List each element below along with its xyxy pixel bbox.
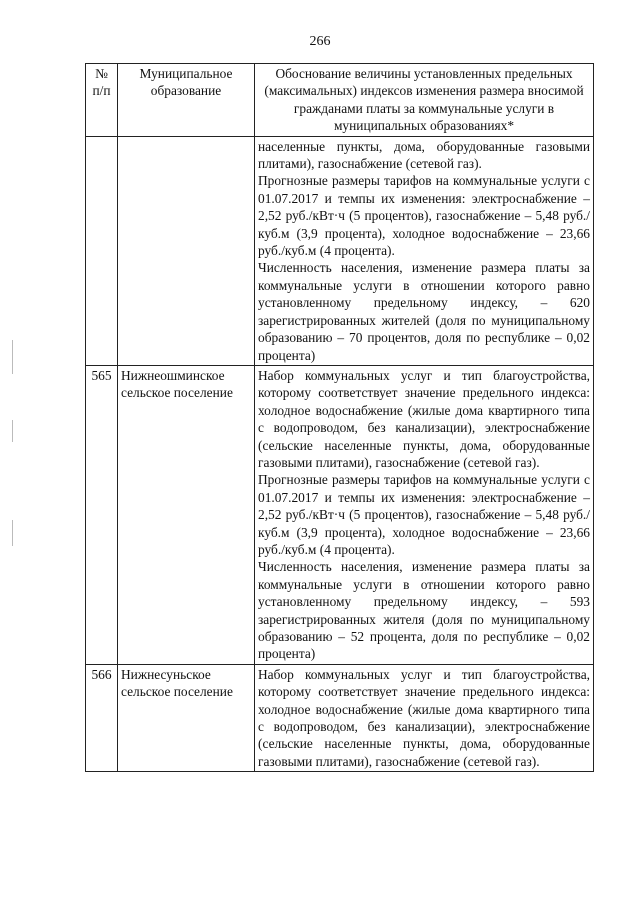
justification-paragraph: Набор коммунальных услуг и тип благоустройства, которому соответствует значение предельного индекса: холодное водоснабжение (жилые дома квартирного типа с водопроводом, без канализации), электроснабжение (сельские населенные пункты, дома, оборудованные газовыми плитами), газоснабжение (сетевой газ). bbox=[258, 666, 590, 769]
header-number: № п/п bbox=[86, 64, 118, 137]
table-header-row bbox=[86, 64, 594, 137]
row-number bbox=[86, 136, 118, 365]
header-justification: Обоснование величины установленных предельных (максимальных) индексов изменения размера вносимой гражданами платы за коммунальные услуги в муниципальных образованиях* bbox=[255, 64, 594, 137]
row-justification bbox=[255, 664, 594, 771]
table-row bbox=[86, 664, 594, 771]
scan-artifact bbox=[12, 520, 13, 546]
justification-paragraph: Прогнозные размеры тарифов на коммунальные услуги с 01.07.2017 и темпы их изменения: электроснабжение – 2,52 руб./кВт·ч (5 процентов), газоснабжение – 5,48 руб./куб.м (3,9 процента), холодное водоснабжение – 23,66 руб./куб.м (4 процента). bbox=[258, 173, 590, 259]
row-municipality bbox=[118, 136, 255, 365]
index-justification-table bbox=[85, 63, 594, 772]
scan-artifact bbox=[12, 420, 13, 442]
justification-paragraph: Набор коммунальных услуг и тип благоустройства, которому соответствует значение предельного индекса: холодное водоснабжение (жилые дома квартирного типа с водопроводом, без канализации), электроснабжение (сельские населенные пункты, дома, оборудованные газовыми плитами), газоснабжение (сетевой газ). bbox=[258, 367, 590, 470]
justification-paragraph: Численность населения, изменение размера платы за коммунальные услуги в отношении которого равно установленному предельному индексу, – 593 зарегистрированных жителя (доля по муниципальному образованию – 52 процента, доля по республике – 0,02 процента) bbox=[258, 559, 590, 662]
table-row bbox=[86, 136, 594, 365]
row-justification bbox=[255, 136, 594, 365]
table-row bbox=[86, 365, 594, 664]
row-justification bbox=[255, 365, 594, 664]
justification-paragraph: Численность населения, изменение размера платы за коммунальные услуги в отношении которого равно установленному предельному индексу, – 620 зарегистрированных жителей (доля по муниципальному образованию – 70 процентов, доля по республике – 0,02 процента) bbox=[258, 260, 590, 363]
row-number: 565 bbox=[86, 365, 118, 664]
row-municipality: Нижнесуньское сельское поселение bbox=[118, 664, 255, 771]
justification-paragraph: населенные пункты, дома, оборудованные газовыми плитами), газоснабжение (сетевой газ). bbox=[258, 138, 590, 172]
scan-artifact bbox=[12, 340, 13, 374]
justification-paragraph: Прогнозные размеры тарифов на коммунальные услуги с 01.07.2017 и темпы их изменения: электроснабжение – 2,52 руб./кВт·ч (5 процентов), газоснабжение – 5,48 руб./куб.м (3,9 процента), холодное водоснабжение – 23,66 руб./куб.м (4 процента). bbox=[258, 472, 590, 557]
header-municipality: Муниципальное образование bbox=[118, 64, 255, 137]
row-number: 566 bbox=[86, 664, 118, 771]
row-municipality: Нижнеошминское сельское поселение bbox=[118, 365, 255, 664]
page-number: 266 bbox=[309, 34, 331, 49]
